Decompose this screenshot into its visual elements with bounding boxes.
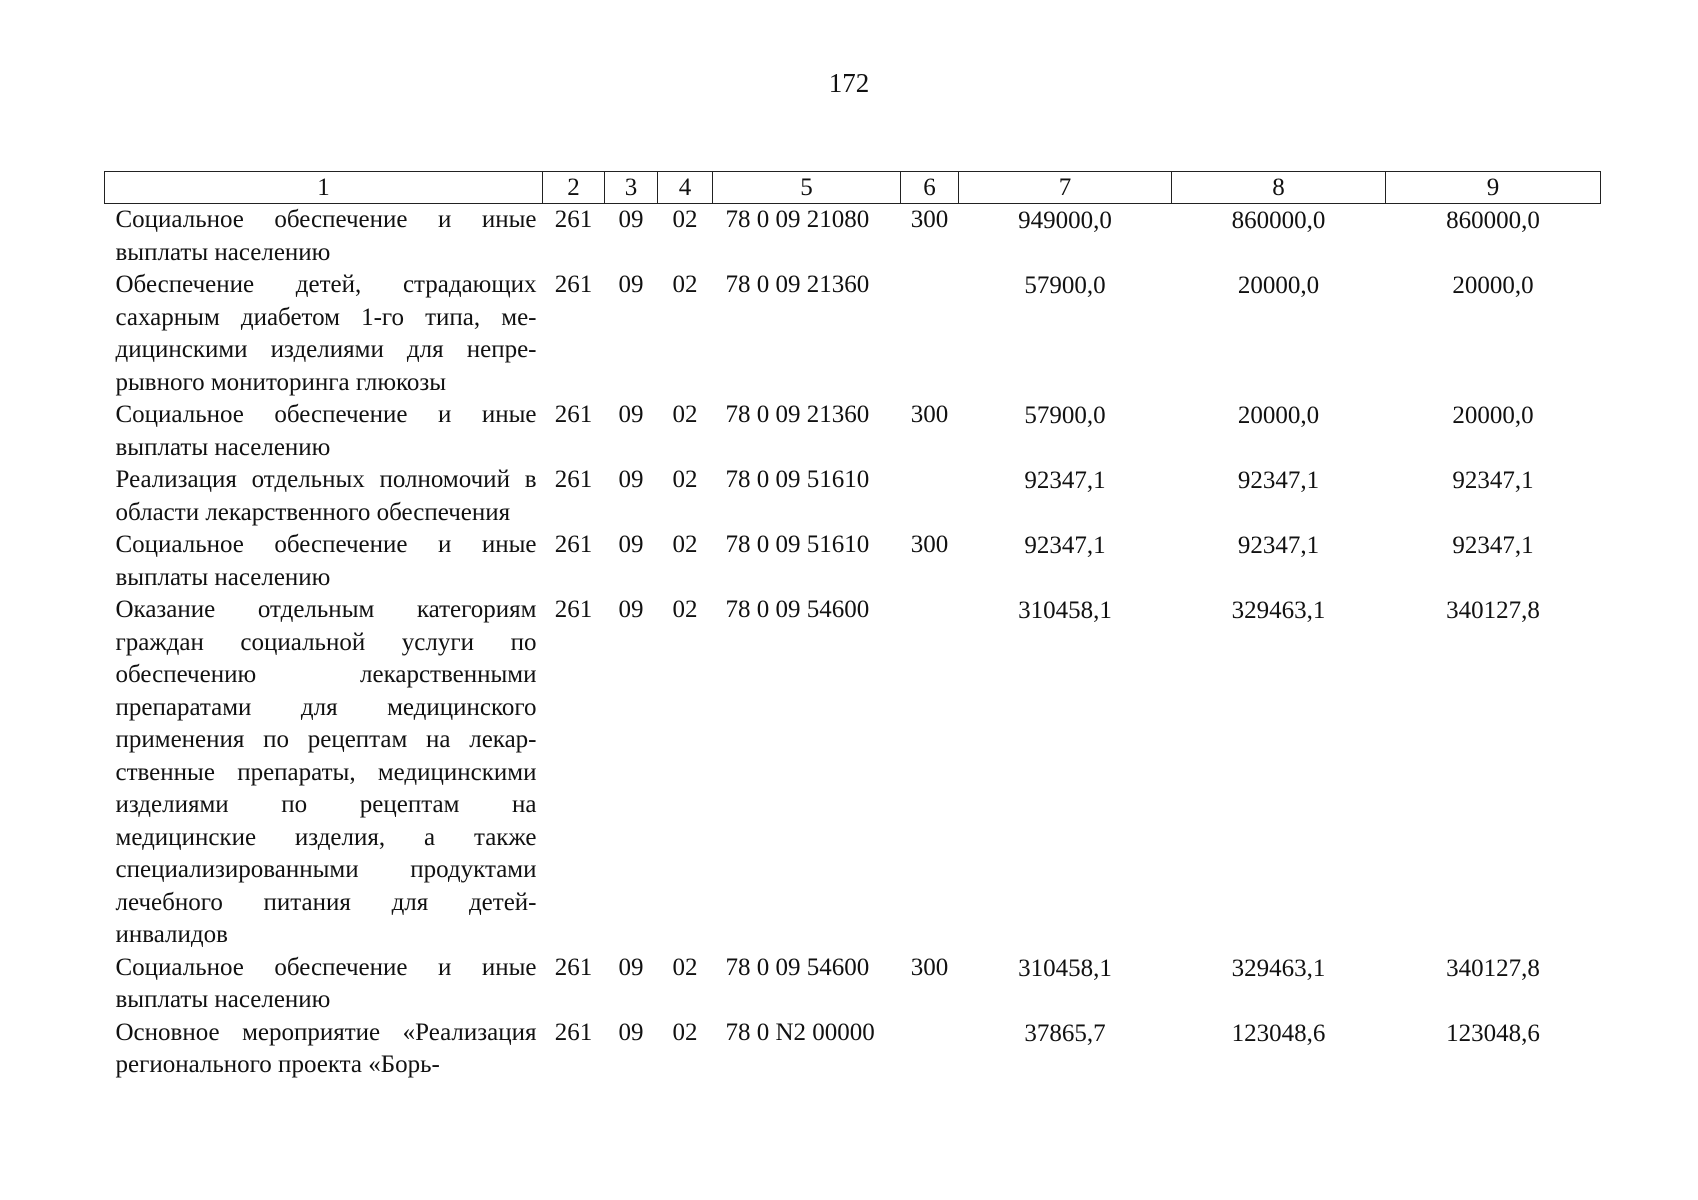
cell-section: 09	[618, 953, 644, 981]
cell-subsection: 02	[672, 271, 698, 298]
row-description: Обеспечение детей, страдающих сахарным диабетом 1-го типа, медицинскими изделиями для непрерывного мониторинга глюкозы	[115, 271, 537, 396]
cell-subsection: 02	[672, 596, 698, 623]
table-row	[105, 1017, 1601, 1082]
cell-amount-col8: 329463,1	[1231, 954, 1326, 982]
table-row	[105, 204, 1601, 270]
cell-amount-col7: 949000,0	[1018, 207, 1112, 234]
cell-section: 09	[618, 1018, 644, 1046]
cell-amount-col8: 123048,6	[1231, 1019, 1326, 1047]
page-number: 172	[828, 68, 870, 98]
cell-amount-col8: 860000,0	[1231, 207, 1326, 234]
cell-ministry-code: 261	[554, 206, 593, 233]
cell-amount-col7: 310458,1	[1018, 954, 1112, 982]
row-description: Социальное обеспечение и иные выплаты населению	[115, 531, 537, 591]
cell-target-article: 78 0 09 51610	[725, 531, 870, 558]
cell-section: 09	[618, 401, 644, 428]
cell-ministry-code: 261	[554, 596, 593, 623]
table-row	[105, 269, 1601, 399]
cell-amount-col8: 20000,0	[1237, 272, 1320, 299]
cell-amount-col9: 20000,0	[1452, 272, 1534, 299]
cell-subsection: 02	[672, 401, 698, 428]
cell-subsection: 02	[672, 206, 698, 233]
cell-target-article: 78 0 09 21360	[725, 401, 870, 428]
cell-ministry-code: 261	[554, 401, 593, 428]
cell-amount-col7: 37865,7	[1024, 1019, 1106, 1047]
cell-amount-col9: 340127,8	[1446, 954, 1540, 982]
cell-target-article: 78 0 09 21080	[725, 206, 870, 233]
cell-subsection: 02	[672, 531, 698, 558]
cell-expense-type: 300	[910, 531, 949, 558]
row-description: Социальное обеспечение и иные выплаты населению	[115, 953, 537, 1013]
column-header-3: 3	[605, 172, 658, 204]
cell-subsection: 02	[672, 953, 698, 981]
table-row	[105, 594, 1601, 952]
cell-amount-col8: 92347,1	[1237, 467, 1320, 494]
cell-section: 09	[618, 271, 644, 298]
cell-expense-type: 300	[910, 953, 949, 981]
cell-amount-col8: 329463,1	[1231, 597, 1326, 624]
cell-target-article: 78 0 N2 00000	[725, 1018, 875, 1046]
cell-expense-type	[901, 464, 959, 529]
cell-amount-col9: 860000,0	[1446, 207, 1540, 234]
cell-section: 09	[618, 596, 644, 623]
cell-expense-type: 300	[910, 401, 949, 428]
row-description: Оказание отдельным категориям граждан социальной услуги по обеспечению лекарственными препаратами для медицинского применения по рецептам на лекарственные препараты, медицинскими изделиями по рецептам на медицинские изделия, а также специализированными продуктами лечебного питания для детей-инвалидов	[115, 596, 537, 948]
cell-section: 09	[618, 466, 644, 493]
cell-amount-col9: 20000,0	[1452, 402, 1534, 429]
cell-subsection: 02	[672, 466, 698, 493]
header-row	[105, 172, 1601, 204]
cell-target-article: 78 0 09 54600	[725, 596, 870, 623]
cell-ministry-code: 261	[554, 531, 593, 558]
cell-ministry-code: 261	[554, 466, 593, 493]
table-row	[105, 399, 1601, 464]
cell-amount-col7: 57900,0	[1024, 402, 1106, 429]
column-header-6: 6	[901, 172, 959, 204]
cell-target-article: 78 0 09 54600	[725, 953, 870, 981]
column-header-1: 1	[105, 172, 543, 204]
cell-amount-col9: 92347,1	[1452, 467, 1534, 494]
cell-amount-col9: 340127,8	[1446, 597, 1540, 624]
cell-expense-type	[901, 269, 959, 399]
cell-ministry-code: 261	[554, 953, 593, 981]
cell-target-article: 78 0 09 21360	[725, 271, 870, 298]
row-description: Реализация отдельных полномочий в области лекарственного обеспечения	[115, 466, 537, 526]
cell-amount-col7: 57900,0	[1024, 272, 1106, 299]
cell-section: 09	[618, 206, 644, 233]
cell-amount-col7: 92347,1	[1024, 467, 1106, 494]
cell-amount-col7: 92347,1	[1024, 532, 1106, 559]
column-header-5: 5	[713, 172, 901, 204]
cell-expense-type: 300	[910, 206, 949, 233]
cell-amount-col7: 310458,1	[1018, 597, 1112, 624]
cell-section: 09	[618, 531, 644, 558]
table-row	[105, 464, 1601, 529]
cell-subsection: 02	[672, 1018, 698, 1046]
cell-ministry-code: 261	[554, 271, 593, 298]
column-header-9: 9	[1386, 172, 1601, 204]
cell-amount-col8: 92347,1	[1237, 532, 1320, 559]
table-row	[105, 529, 1601, 594]
cell-expense-type	[901, 594, 959, 952]
column-header-8: 8	[1172, 172, 1386, 204]
cell-ministry-code: 261	[554, 1018, 593, 1046]
cell-amount-col8: 20000,0	[1237, 402, 1320, 429]
column-header-7: 7	[959, 172, 1172, 204]
cell-amount-col9: 123048,6	[1446, 1019, 1540, 1047]
row-description: Социальное обеспечение и иные выплаты населению	[115, 206, 537, 266]
cell-amount-col9: 92347,1	[1452, 532, 1534, 559]
budget-table	[104, 171, 1601, 1082]
cell-target-article: 78 0 09 51610	[725, 466, 870, 493]
column-header-4: 4	[658, 172, 713, 204]
column-header-2: 2	[543, 172, 605, 204]
row-description: Основное мероприятие «Реализация регионального проекта «Борь-	[115, 1018, 537, 1078]
table-row	[105, 952, 1601, 1017]
cell-expense-type	[901, 1017, 959, 1082]
row-description: Социальное обеспечение и иные выплаты населению	[115, 401, 537, 461]
